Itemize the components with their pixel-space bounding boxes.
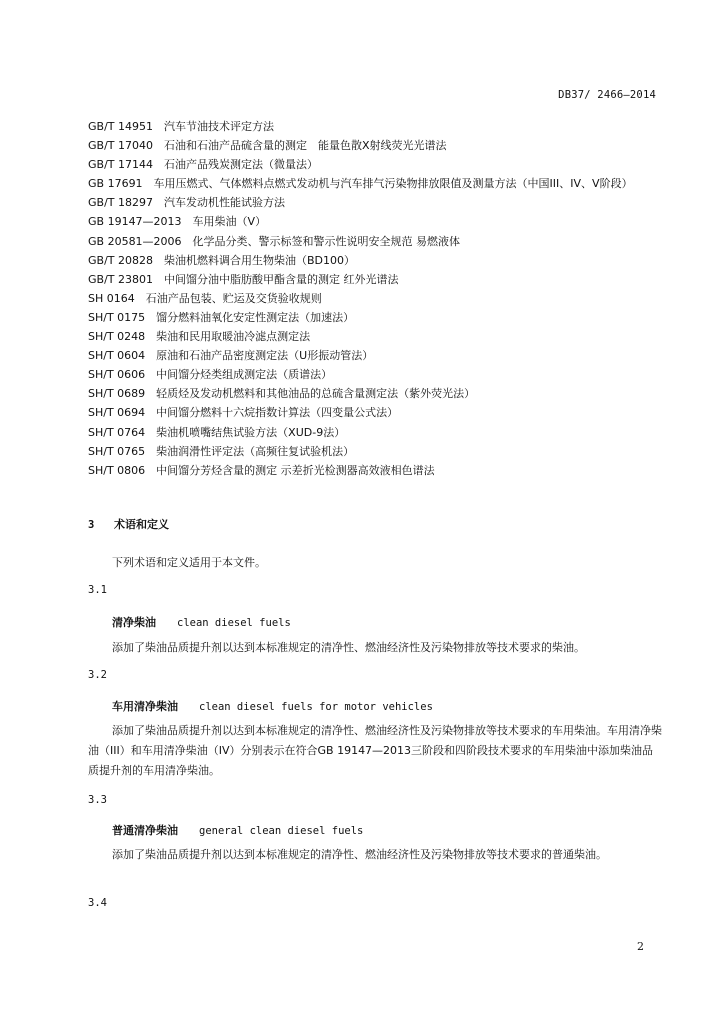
section-heading [88,516,169,532]
reference-item: GB/T 17144 石油产品残炭测定法（微量法） [88,158,318,172]
section-title: 术语和定义 [114,518,170,531]
section-number: 3 [88,519,95,531]
reference-item: GB/T 18297 汽车发动机性能试验方法 [88,196,285,210]
term-definition: 添加了柴油品质提升剂以达到本标准规定的清净性、燃油经济性及污染物排放等技术要求的柴油。 [112,641,585,654]
term-heading [112,698,433,714]
term-chinese: 普通清净柴油 [112,824,178,837]
reference-item: GB 20581—2006 化学品分类、警示标签和警示性说明安全规范 易燃液体 [88,234,461,248]
reference-item: SH/T 0604 原油和石油产品密度测定法（U形振动管法） [88,349,374,363]
term-heading [112,822,363,838]
term-english: clean diesel fuels for motor vehicles [199,701,433,713]
term-heading [112,614,291,630]
reference-item: SH/T 0765 柴油润滑性评定法（高频往复试验机法） [88,444,355,458]
reference-item: SH/T 0248 柴油和民用取暖油冷滤点测定法 [88,330,311,344]
reference-item: GB/T 17040 石油和石油产品硫含量的测定 能量色散X射线荧光光谱法 [88,139,447,153]
term-number: 3.2 [88,669,107,681]
normative-references-list [88,117,660,480]
term-definition: 添加了柴油品质提升剂以达到本标准规定的清净性、燃油经济性及污染物排放等技术要求的车用柴油。车用清净柴油（III）和车用清净柴油（IV）分别表示在符合GB 19147—2013三阶段和四阶段技术要求的车用柴油中添加柴油品质提升剂的车用清净柴油。 [88,724,662,777]
reference-item: SH/T 0606 中间馏分烃类组成测定法（质谱法） [88,368,333,382]
document-code-header: DB37/ 2466—2014 [558,89,656,101]
term-english: clean diesel fuels [177,617,291,629]
reference-item: SH/T 0694 中间馏分燃料十六烷指数计算法（四变量公式法） [88,406,399,420]
section-intro: 下列术语和定义适用于本文件。 [112,556,266,569]
reference-item: SH/T 0175 馏分燃料油氧化安定性测定法（加速法） [88,310,355,324]
reference-item: GB/T 23801 中间馏分油中脂肪酸甲酯含量的测定 红外光谱法 [88,272,399,286]
reference-item: GB 17691 车用压燃式、气体燃料点燃式发动机与汽车排气污染物排放限值及测量方法（中国III、IV、V阶段） [88,177,633,191]
reference-item: SH/T 0689 轻质烃及发动机燃料和其他油品的总硫含量测定法（紫外荧光法） [88,387,476,401]
reference-item: SH 0164 石油产品包装、贮运及交货验收规则 [88,291,322,305]
page-number: 2 [637,940,644,953]
term-number: 3.3 [88,794,107,806]
term-chinese: 车用清净柴油 [112,700,178,713]
term-number: 3.1 [88,584,107,596]
term-definition: 添加了柴油品质提升剂以达到本标准规定的清净性、燃油经济性及污染物排放等技术要求的普通柴油。 [112,848,607,861]
term-number: 3.4 [88,897,107,909]
reference-item: GB/T 20828 柴油机燃料调合用生物柴油（BD100） [88,253,355,267]
term-chinese: 清净柴油 [112,616,156,629]
term-english: general clean diesel fuels [199,825,364,837]
reference-item: GB/T 14951 汽车节油技术评定方法 [88,120,274,133]
reference-item: SH/T 0806 中间馏分芳烃含量的测定 示差折光检测器高效液相色谱法 [88,463,435,477]
reference-item: SH/T 0764 柴油机喷嘴结焦试验方法（XUD-9法） [88,425,346,439]
reference-item: GB 19147—2013 车用柴油（V） [88,215,267,229]
